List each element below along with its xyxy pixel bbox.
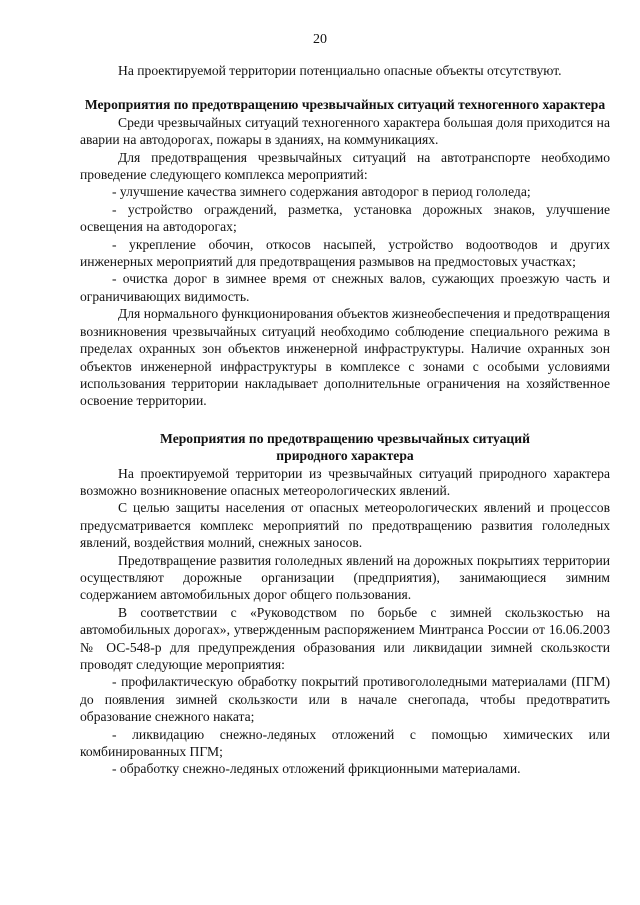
intro-paragraph: На проектируемой территории потенциально опасные объекты отсутствуют. — [118, 63, 562, 78]
section2-heading-line2: природного характера — [276, 448, 414, 464]
section-spacer — [80, 410, 610, 430]
document-body — [80, 62, 610, 778]
section2-list-item: - обработку снежно-ледяных отложений фрикционными материалами. — [112, 761, 521, 777]
section1-list-item: - улучшение качества зимнего содержания автодорог в период гололеда; — [112, 184, 531, 200]
section2-paragraph: С целью защиты населения от опасных метеорологических явлений и процессов предусматривается комплекс мероприятий по предотвращению развития гололедных явлений, воздействия молний, снежных заносов. — [80, 500, 610, 551]
section1-paragraph: Для предотвращения чрезвычайных ситуаций на автотранспорте необходимо проведение следующего комплекса мероприятий: — [80, 149, 610, 183]
section1-list-item: - устройство ограждений, разметка, установка дорожных знаков, улучшение освещения на автодорогах; — [80, 201, 610, 235]
section1-closing-paragraph: Для нормального функционирования объектов жизнеобеспечения и предотвращения возникновения чрезвычайных ситуаций необходимо соблюдение специального режима в пределах охранных зон объектов инженерной инфраструктуры. Наличие охранных зон объектов инженерной инфраструктуры в комплексе с зонами с особыми условиями использования территории накладывает дополнительные ограничения на хозяйственное освоение территории. — [80, 306, 610, 409]
section1-paragraph: Среди чрезвычайных ситуаций техногенного характера большая доля приходится на аварии на автодорогах, пожары в зданиях, на коммуникациях. — [80, 114, 610, 148]
section1-list-item: - укрепление обочин, откосов насыпей, устройство водоотводов и других инженерных мероприятий для предотвращения размывов на предмостовых участках; — [80, 236, 610, 270]
section2-paragraph: В соответствии с «Руководством по борьбе с зимней скользкостью на автомобильных дорогах», утвержденным распоряжением Минтранса России от 16.06.2003 № ОС-548-р для предупреждения образования или ликвидации зимней скользкости проводят следующие мероприятия: — [80, 604, 610, 672]
section2-list-item: - профилактическую обработку покрытий противогололедными материалами (ПГМ) до появления зимней скользкости или в начале снегопада, чтобы предотвратить образование снежного наката; — [80, 674, 610, 725]
section2-heading-line1: Мероприятия по предотвращению чрезвычайных ситуаций — [160, 430, 530, 446]
section-spacer — [80, 79, 610, 96]
section2-list-item: - ликвидацию снежно-ледяных отложений с помощью химических или комбинированных ПГМ; — [80, 726, 610, 760]
section1-heading: Мероприятия по предотвращению чрезвычайных ситуаций техногенного характера — [84, 97, 606, 113]
section2-paragraph: Предотвращение развития гололедных явлений на дорожных покрытиях территории осуществляют дорожные организации (предприятия), занимающиеся зимним содержанием автомобильных дорог общего пользования. — [80, 552, 610, 603]
page-number: 20 — [313, 32, 327, 47]
section2-paragraph: На проектируемой территории из чрезвычайных ситуаций природного характера возможно возникновение опасных метеорологических явлений. — [80, 465, 610, 498]
section1-list-item: - очистка дорог в зимнее время от снежных валов, сужающих проезжую часть и ограничивающих видимость. — [80, 271, 610, 304]
